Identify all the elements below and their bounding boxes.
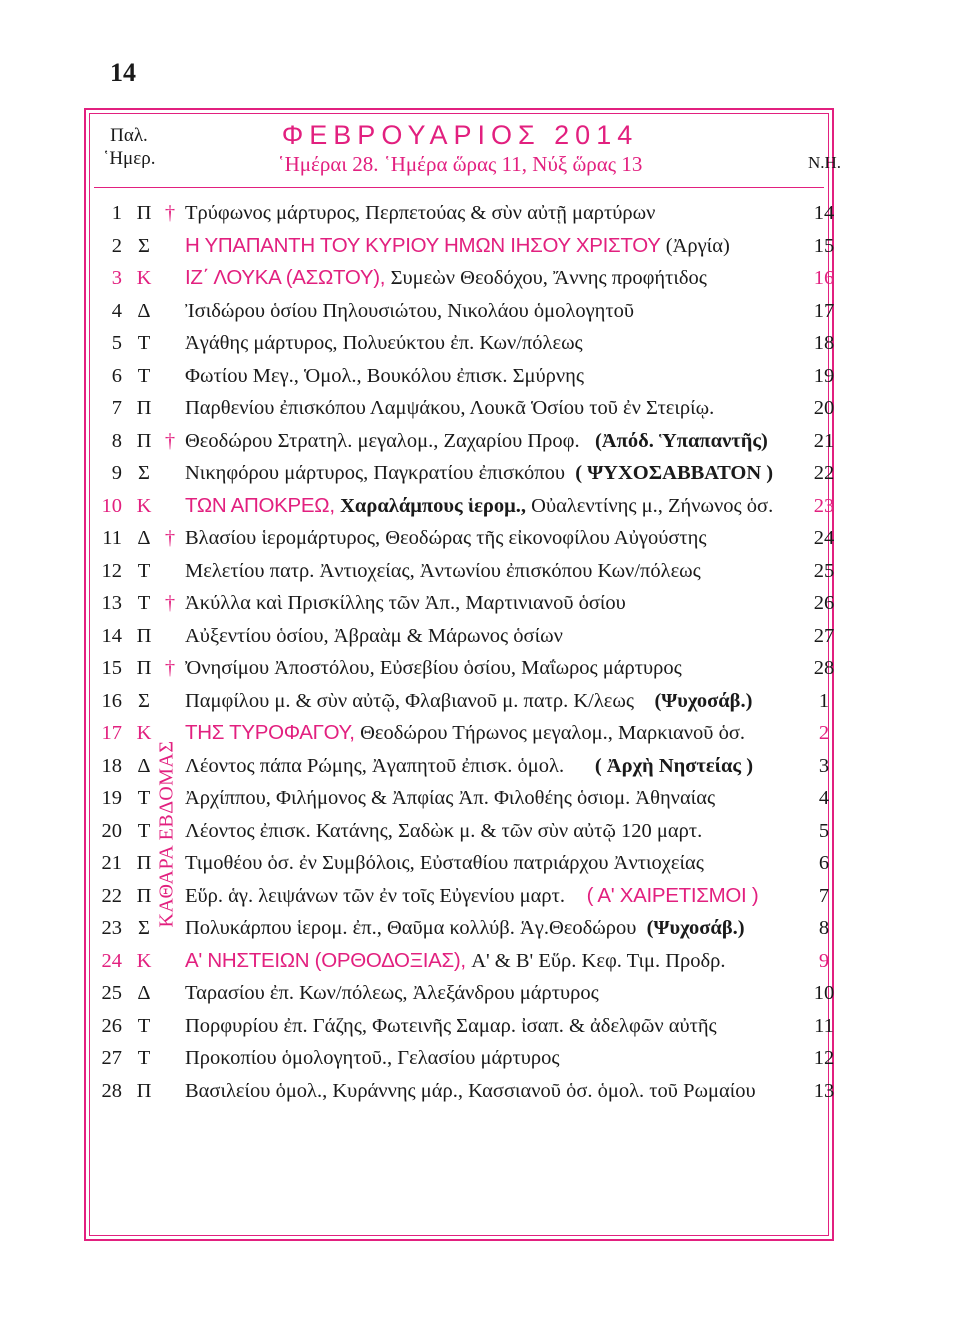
weekday-letter: Π bbox=[136, 852, 152, 874]
saints-main: Παμφίλου μ. & σὺν αὐτῷ, Φλαβιανοῦ μ. πατρ. Κ/λεως bbox=[185, 689, 634, 712]
saints-text bbox=[185, 522, 803, 554]
calendar-row bbox=[0, 977, 960, 1010]
weekday-letter: Δ bbox=[137, 982, 151, 1004]
saints-text bbox=[185, 587, 803, 619]
weekday-letter: Π bbox=[136, 624, 152, 647]
saints-main: Εὕρ. ἁγ. λειψάνων τῶν ἐν τοῖς Εὐγενίου μαρτ. bbox=[185, 884, 565, 907]
feast-title: Η ΥΠΑΠΑΝΤΗ ΤΟΥ ΚΥΡΙΟΥ ΗΜΩΝ ΙΗΣΟΥ ΧΡΙΣΤΟΥ bbox=[185, 233, 661, 257]
calendar-row bbox=[0, 522, 960, 555]
header-separator bbox=[94, 187, 824, 188]
note-bold: (Ψυχοσάβ.) bbox=[636, 917, 745, 939]
feast-cross-icon: † bbox=[164, 527, 176, 549]
saints-main: (Ἀργία) bbox=[660, 234, 730, 257]
old-calendar-day: 22 bbox=[813, 462, 835, 484]
calendar-row bbox=[0, 457, 960, 490]
saints-text bbox=[185, 750, 803, 782]
weekday-letter: Τ bbox=[137, 787, 151, 809]
old-calendar-day: 14 bbox=[813, 202, 835, 224]
calendar-row bbox=[0, 230, 960, 263]
calendar-row bbox=[0, 620, 960, 653]
day-number: 19 bbox=[101, 787, 122, 809]
saints-main: Οὐαλεντίνης μ., Ζήνωνος ὁσ. bbox=[526, 494, 774, 517]
calendar-row bbox=[0, 912, 960, 945]
header-pal-line1: Παλ. bbox=[110, 125, 148, 146]
calendar-row bbox=[0, 685, 960, 718]
saints-text bbox=[185, 620, 803, 652]
day-number: 25 bbox=[101, 982, 122, 1004]
weekday-letter: Π bbox=[136, 202, 152, 224]
day-number: 3 bbox=[111, 267, 122, 289]
day-number: 7 bbox=[111, 397, 122, 419]
weekday-letter: Τ bbox=[137, 364, 151, 387]
saints-text bbox=[185, 230, 803, 262]
day-number: 12 bbox=[101, 559, 122, 582]
note-feast: ( Α' ΧΑΙΡΕΤΙΣΜΟΙ ) bbox=[565, 883, 759, 907]
calendar-row bbox=[0, 945, 960, 978]
saints-text bbox=[185, 490, 803, 522]
day-number: 17 bbox=[101, 722, 122, 744]
note-bold: ( ΨΥΧΟΣΑΒΒΑΤΟΝ ) bbox=[565, 462, 774, 484]
saints-text bbox=[185, 717, 803, 749]
feast-cross-icon: † bbox=[164, 657, 176, 679]
saints-text bbox=[185, 457, 803, 489]
saints-main: Μελετίου πατρ. Ἀντιοχείας, Ἀντωνίου ἐπισκόπου Κων/πόλεως bbox=[185, 559, 701, 582]
saints-main: Παρθενίου ἐπισκόπου Λαμψάκου, Λουκᾶ Ὁσίου τοῦ ἐν Στειρίῳ. bbox=[185, 397, 715, 419]
old-calendar-day: 4 bbox=[818, 787, 830, 809]
weekday-letter: Σ bbox=[138, 917, 150, 939]
saints-text bbox=[185, 425, 803, 457]
calendar-row bbox=[0, 880, 960, 913]
header-nh: Ν.Η. bbox=[808, 153, 842, 172]
saints-main: Τρύφωνος μάρτυρος, Περπετούας & σὺν αὐτῇ μαρτύρων bbox=[185, 202, 656, 224]
calendar-row bbox=[0, 327, 960, 360]
calendar-rows bbox=[0, 197, 960, 1107]
saints-main: Πορφυρίου ἐπ. Γάζης, Φωτεινῆς Σαμαρ. ἰσαπ. & ἀδελφῶν αὐτῆς bbox=[185, 1014, 717, 1037]
calendar-row bbox=[0, 425, 960, 458]
old-calendar-day: 1 bbox=[818, 689, 830, 712]
old-calendar-day: 26 bbox=[813, 592, 835, 614]
saints-main: Θεοδώρου Τήρωνος μεγαλομ., Μαρκιανοῦ ὁσ. bbox=[360, 722, 745, 744]
weekday-letter: Σ bbox=[138, 462, 150, 484]
old-calendar-day: 11 bbox=[814, 1014, 834, 1037]
calendar-row bbox=[0, 1010, 960, 1043]
calendar-row bbox=[0, 295, 960, 328]
day-number: 14 bbox=[101, 624, 122, 647]
old-calendar-day: 10 bbox=[813, 982, 835, 1004]
old-calendar-day: 21 bbox=[813, 429, 835, 452]
day-number: 8 bbox=[111, 429, 122, 452]
day-number: 28 bbox=[101, 1079, 122, 1102]
day-number: 11 bbox=[102, 527, 122, 549]
old-calendar-day: 23 bbox=[813, 494, 835, 517]
day-number: 6 bbox=[111, 364, 122, 387]
feast-bold-saint: Χαραλάμπους ἱερομ., bbox=[340, 494, 527, 517]
feast-title: ΙΖ΄ ΛΟΥΚΑ (ΑΣΩΤΟΥ), bbox=[185, 266, 391, 289]
saints-text bbox=[185, 1010, 803, 1042]
note-bold: (Ἀπόδ. Ὑπαπαντῆς) bbox=[579, 429, 768, 452]
note-bold: ( Ἀρχὴ Νηστείας ) bbox=[564, 754, 754, 777]
saints-main: Νικηφόρου μάρτυρος, Παγκρατίου ἐπισκόπου bbox=[185, 462, 565, 484]
weekday-letter: Τ bbox=[137, 592, 151, 614]
weekday-letter: Π bbox=[136, 884, 152, 907]
day-number: 24 bbox=[101, 949, 122, 972]
month-title: ΦΕΒΡΟΥΑΡΙΟΣ 2014 bbox=[281, 120, 639, 150]
weekday-letter: Τ bbox=[137, 1047, 151, 1069]
old-calendar-day: 6 bbox=[818, 852, 830, 874]
calendar-row bbox=[0, 815, 960, 848]
saints-main: Ταρασίου ἐπ. Κων/πόλεως, Ἀλεξάνδρου μάρτυρος bbox=[185, 982, 599, 1004]
vertical-band bbox=[150, 718, 184, 950]
saints-text bbox=[185, 1042, 803, 1074]
day-number: 26 bbox=[101, 1014, 122, 1037]
calendar-row bbox=[0, 750, 960, 783]
calendar-row bbox=[0, 360, 960, 393]
saints-main: Αὐξεντίου ὁσίου, Ἀβραὰμ & Μάρωνος ὁσίων bbox=[185, 624, 563, 647]
saints-main: Συμεὼν Θεοδόχου, Ἄννης προφήτιδος bbox=[390, 267, 707, 289]
calendar-row bbox=[0, 1075, 960, 1108]
saints-main: Θεοδώρου Στρατηλ. μεγαλομ., Ζαχαρίου Προφ. bbox=[185, 429, 580, 452]
saints-main: Βλασίου ἱερομάρτυρος, Θεοδώρας τῆς εἰκονοφίλου Αὐγούστης bbox=[185, 527, 707, 549]
saints-main: Λέοντος πάπα Ρώμης, Ἀγαπητοῦ ἐπισκ. ὁμολ. bbox=[185, 754, 565, 777]
saints-text bbox=[185, 197, 803, 229]
calendar-row bbox=[0, 197, 960, 230]
saints-main: Λέοντος ἐπισκ. Κατάνης, Σαδὼκ μ. & τῶν σὺν αὐτῷ 120 μαρτ. bbox=[185, 819, 703, 842]
feast-cross-icon: † bbox=[164, 202, 176, 224]
weekday-letter: Κ bbox=[136, 722, 152, 744]
old-calendar-day: 3 bbox=[818, 754, 830, 777]
day-number: 4 bbox=[111, 299, 122, 322]
calendar-row bbox=[0, 847, 960, 880]
old-calendar-day: 25 bbox=[813, 559, 835, 582]
saints-main: Ἀγάθης μάρτυρος, Πολυεύκτου ἐπ. Κων/πόλεως bbox=[185, 332, 583, 354]
weekday-letter: Δ bbox=[137, 527, 151, 549]
day-number: 10 bbox=[101, 494, 122, 517]
calendar-row bbox=[0, 782, 960, 815]
calendar-row bbox=[0, 392, 960, 425]
old-calendar-day: 13 bbox=[813, 1079, 835, 1102]
saints-main: Προκοπίου ὁμολογητοῦ., Γελασίου μάρτυρος bbox=[185, 1047, 560, 1069]
old-calendar-day: 12 bbox=[813, 1047, 835, 1069]
calendar-row bbox=[0, 555, 960, 588]
saints-text bbox=[185, 295, 803, 327]
weekday-letter: Τ bbox=[137, 819, 151, 842]
saints-text bbox=[185, 977, 803, 1009]
vertical-label: ΚΑΘΑΡΑ ΕΒΔΟΜΑΣ bbox=[155, 740, 178, 928]
feast-cross-icon: † bbox=[164, 429, 176, 452]
calendar-row bbox=[0, 717, 960, 750]
day-number: 21 bbox=[101, 852, 122, 874]
day-number: 27 bbox=[101, 1047, 122, 1069]
saints-text bbox=[185, 1075, 803, 1107]
saints-text bbox=[185, 652, 803, 684]
old-calendar-day: 19 bbox=[813, 364, 835, 387]
old-calendar-day: 7 bbox=[818, 884, 830, 907]
saints-main: Τιμοθέου ὁσ. ἐν Συμβόλοις, Εὐσταθίου πατριάρχου Ἀντιοχείας bbox=[185, 852, 704, 874]
old-calendar-day: 28 bbox=[813, 657, 835, 679]
saints-text bbox=[185, 262, 803, 294]
weekday-letter: Π bbox=[136, 429, 152, 452]
saints-main: Ἰσιδώρου ὁσίου Πηλουσιώτου, Νικολάου ὁμολογητοῦ bbox=[185, 299, 635, 322]
feast-title: Α' ΝΗΣΤΕΙΩΝ (ΟΡΘΟΔΟΞΙΑΣ), bbox=[185, 948, 472, 972]
saints-main: Ἀρχίππου, Φιλήμονος & Ἀπφίας Ἀπ. Φιλοθέης ὁσιομ. Ἀθηναίας bbox=[185, 787, 716, 809]
old-calendar-day: 9 bbox=[818, 949, 830, 972]
old-calendar-day: 5 bbox=[818, 819, 830, 842]
weekday-letter: Κ bbox=[136, 267, 152, 289]
day-number: 2 bbox=[111, 234, 122, 257]
old-calendar-day: 18 bbox=[813, 332, 835, 354]
old-calendar-day: 24 bbox=[813, 527, 835, 549]
weekday-letter: Τ bbox=[137, 559, 151, 582]
day-number: 18 bbox=[101, 754, 122, 777]
calendar-row bbox=[0, 262, 960, 295]
saints-text bbox=[185, 880, 803, 912]
day-number: 23 bbox=[101, 917, 122, 939]
saints-text bbox=[185, 782, 803, 814]
old-calendar-day: 8 bbox=[818, 917, 830, 939]
day-number: 1 bbox=[111, 202, 122, 224]
saints-main: Ἀκύλλα καὶ Πρισκίλλης τῶν Ἀπ., Μαρτινιανοῦ ὁσίου bbox=[185, 592, 626, 614]
weekday-letter: Π bbox=[136, 397, 152, 419]
old-calendar-day: 20 bbox=[813, 397, 835, 419]
day-number: 13 bbox=[101, 592, 122, 614]
saints-text bbox=[185, 555, 803, 587]
weekday-letter: Δ bbox=[137, 299, 151, 322]
day-number: 9 bbox=[111, 462, 122, 484]
weekday-letter: Δ bbox=[137, 754, 151, 777]
day-number: 22 bbox=[101, 884, 122, 907]
day-number: 15 bbox=[101, 657, 122, 679]
saints-main: Φωτίου Μεγ., Ὁμολ., Βουκόλου ἐπισκ. Σμύρνης bbox=[185, 364, 584, 387]
weekday-letter: Σ bbox=[138, 689, 150, 712]
saints-main: Α' & Β' Εὕρ. Κεφ. Τιμ. Προδρ. bbox=[471, 949, 726, 972]
header-pal bbox=[103, 124, 155, 170]
saints-main: Πολυκάρπου ἱερομ. ἐπ., Θαῦμα κολλύβ. Ἁγ.Θεοδώρου bbox=[185, 917, 637, 939]
saints-text bbox=[185, 685, 803, 717]
old-calendar-day: 16 bbox=[813, 267, 835, 289]
saints-text bbox=[185, 360, 803, 392]
saints-text bbox=[185, 847, 803, 879]
feast-cross-icon: † bbox=[164, 592, 176, 614]
saints-text bbox=[185, 945, 803, 977]
weekday-letter: Τ bbox=[137, 332, 151, 354]
weekday-letter: Π bbox=[136, 657, 152, 679]
old-calendar-day: 27 bbox=[813, 624, 835, 647]
weekday-letter: Κ bbox=[136, 949, 152, 972]
calendar-row bbox=[0, 587, 960, 620]
weekday-letter: Π bbox=[136, 1079, 152, 1102]
saints-text bbox=[185, 327, 803, 359]
calendar-row bbox=[0, 490, 960, 523]
saints-text bbox=[185, 392, 803, 424]
calendar-row bbox=[0, 652, 960, 685]
old-calendar-day: 2 bbox=[818, 722, 830, 744]
saints-text bbox=[185, 912, 803, 944]
weekday-letter: Κ bbox=[136, 494, 152, 517]
feast-title: ΤΩΝ ΑΠΟΚΡΕΩ, bbox=[185, 493, 341, 517]
calendar-row bbox=[0, 1042, 960, 1075]
day-number: 16 bbox=[101, 689, 122, 712]
month-subtitle: ῾Ημέραι 28. ῾Ημέρα ὥρας 11, Νύξ ὥρας 13 bbox=[277, 152, 643, 176]
header-pal-line2: ῾Ημερ. bbox=[103, 148, 156, 169]
weekday-letter: Τ bbox=[137, 1014, 151, 1037]
saints-main: Ὀνησίμου Ἀποστόλου, Εὐσεβίου ὁσίου, Μαΐωρος μάρτυρος bbox=[185, 657, 682, 679]
feast-title: ΤΗΣ ΤΥΡΟΦΑΓΟΥ, bbox=[185, 721, 361, 744]
day-number: 20 bbox=[101, 819, 122, 842]
old-calendar-day: 17 bbox=[813, 299, 835, 322]
note-bold: (Ψυχοσάβ.) bbox=[633, 689, 753, 712]
old-calendar-day: 15 bbox=[813, 234, 835, 257]
saints-text bbox=[185, 815, 803, 847]
saints-main: Βασιλείου ὁμολ., Κυράννης μάρ., Κασσιανοῦ ὁσ. ὁμολ. τοῦ Ρωμαίου bbox=[185, 1079, 756, 1102]
weekday-letter: Σ bbox=[138, 234, 150, 257]
day-number: 5 bbox=[111, 332, 122, 354]
page-number: 14 bbox=[110, 58, 136, 87]
